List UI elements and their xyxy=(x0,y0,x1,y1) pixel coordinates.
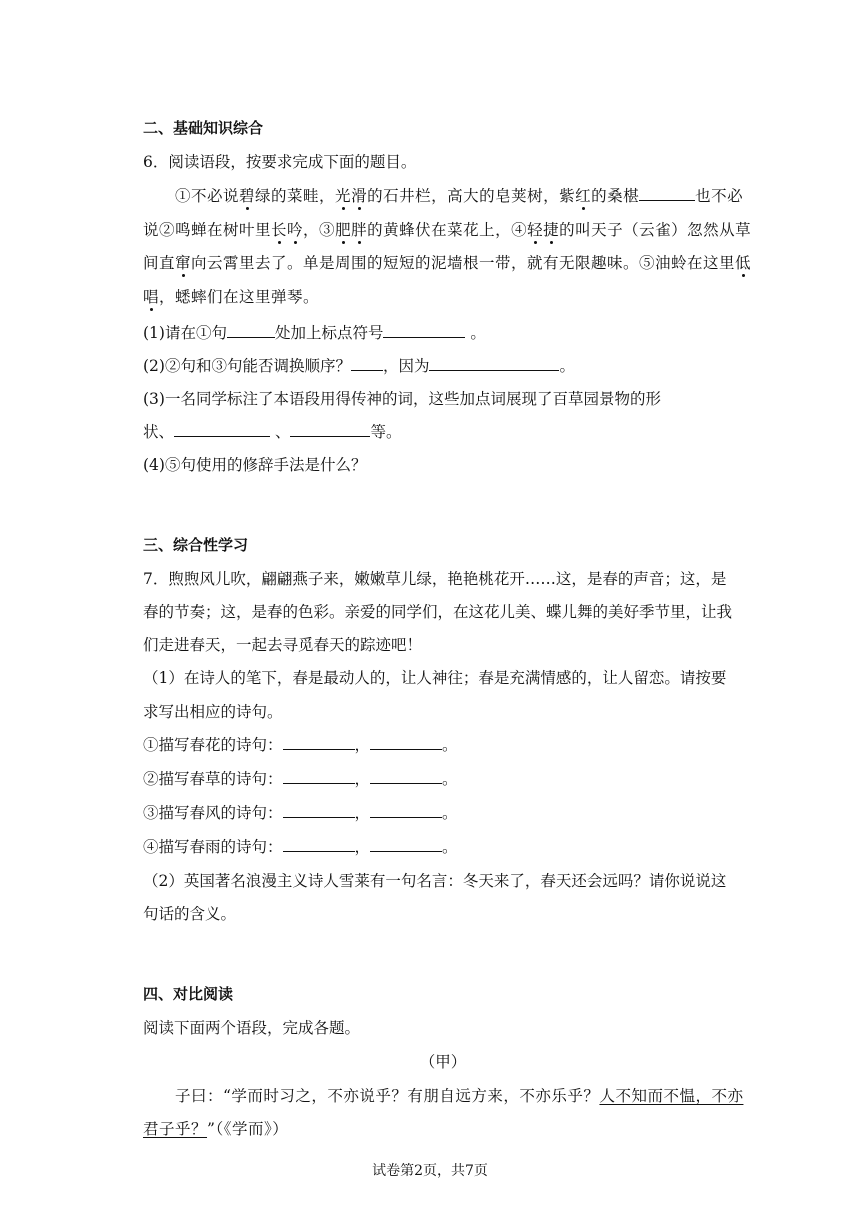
blank-punctuation[interactable] xyxy=(639,186,695,201)
answer-blank[interactable] xyxy=(283,735,355,750)
poem-item-grass: ②描写春草的诗句： ， 。 xyxy=(143,770,458,788)
question-6-stem: 6．阅读语段，按要求完成下面的题目。 xyxy=(143,153,417,171)
passage-line-2: 说②鸣蝉在树叶里长吟，③肥胖的黄蜂伏在菜花上，④轻捷的叫天子（云雀）忽然从草 xyxy=(143,221,752,239)
poem-item-flower: ①描写春花的诗句： ， 。 xyxy=(143,736,458,754)
question-7-line-3: 们走进春天，一起去寻觅春天的踪迹吧！ xyxy=(143,636,423,654)
question-7-line-2: 春的节奏；这，是春的色彩。亲爱的同学们，在这花儿美、蝶儿舞的美好季节里，让我 xyxy=(143,603,733,621)
section-title-3: 三、综合性学习 xyxy=(143,536,249,554)
answer-blank[interactable] xyxy=(383,323,465,338)
question-7-1: （1）在诗人的笔下，春是最动人的，让人神往；春是充满情感的，让人留恋。请按要 xyxy=(143,669,727,687)
answer-blank[interactable] xyxy=(370,769,442,784)
answer-blank[interactable] xyxy=(370,837,442,852)
question-7-1-cont: 求写出相应的诗句。 xyxy=(143,703,283,721)
poem-item-wind: ③描写春风的诗句： ， 。 xyxy=(143,804,458,822)
question-7-line-1: 7．煦煦风儿吹，翩翩燕子来，嫩嫩草儿绿，艳艳桃花开……这，是春的声音；这，是 xyxy=(143,570,727,588)
answer-blank[interactable] xyxy=(370,735,442,750)
answer-blank[interactable] xyxy=(283,769,355,784)
passage-line-4: 唱，蟋蟀们在这里弹琴。 xyxy=(143,288,320,306)
passage-jia-line-1: 子曰：“学而时习之，不亦说乎？有朋自远方来，不亦乐乎？人不知而不愠，不亦 xyxy=(175,1087,744,1105)
passage-line-1: ①不必说碧绿的菜畦，光滑的石井栏，高大的皂荚树，紫红的桑椹 也不必 xyxy=(175,187,744,205)
answer-blank[interactable] xyxy=(283,837,355,852)
question-6-1: (1)请在①句 处加上标点符号 。 xyxy=(143,324,486,342)
question-6-3: (3)一名同学标注了本语段用得传神的词，这些加点词展现了百草园景物的形 xyxy=(143,390,661,408)
passage-line-3: 间直窜向云霄里去了。单是周围的短短的泥墙根一带，就有无限趣味。⑤油蛉在这里低 xyxy=(143,254,752,272)
question-6-2: (2)②句和③句能否调换顺序？ ，因为 。 xyxy=(143,357,575,375)
question-6-3-cont: 状、 、 等。 xyxy=(143,423,402,441)
answer-blank[interactable] xyxy=(351,356,383,371)
question-7-2: （2）英国著名浪漫主义诗人雪莱有一句名言：冬天来了，春天还会远吗？请你说说这 xyxy=(143,872,727,890)
question-6-4: (4)⑤句使用的修辞手法是什么？ xyxy=(143,456,367,474)
section-title-2: 二、基础知识综合 xyxy=(143,119,264,137)
answer-blank[interactable] xyxy=(174,422,270,437)
poem-item-rain: ④描写春雨的诗句： ， 。 xyxy=(143,838,458,856)
answer-blank[interactable] xyxy=(370,803,442,818)
page-footer: 试卷第2页，共7页 xyxy=(372,1163,488,1179)
answer-blank[interactable] xyxy=(283,803,355,818)
answer-blank[interactable] xyxy=(227,323,275,338)
section-4-intro: 阅读下面两个语段，完成各题。 xyxy=(143,1019,361,1037)
passage-jia-label: （甲） xyxy=(419,1053,467,1071)
passage-jia-line-2: 君子乎？”（《学而》） xyxy=(143,1120,289,1138)
answer-blank[interactable] xyxy=(290,422,370,437)
answer-blank[interactable] xyxy=(429,356,559,371)
question-7-2-cont: 句话的含义。 xyxy=(143,905,237,923)
section-title-4: 四、对比阅读 xyxy=(143,985,234,1003)
